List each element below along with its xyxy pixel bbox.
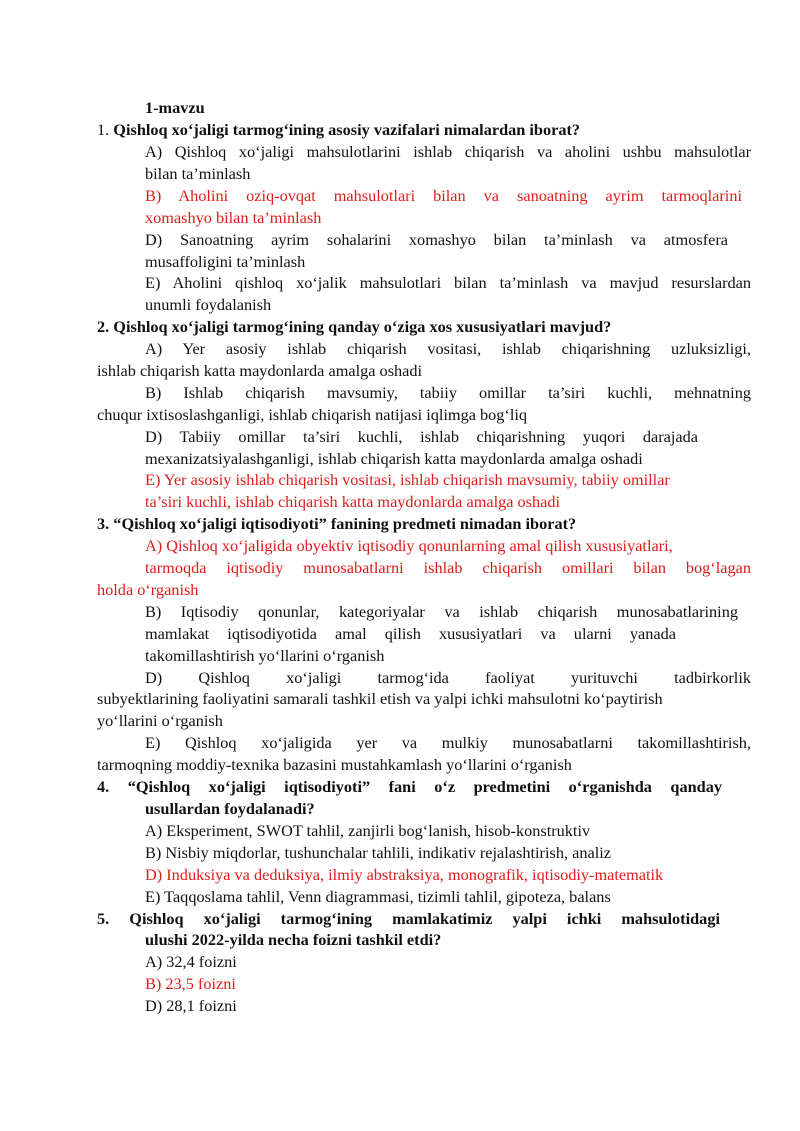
question-4: [97, 776, 722, 798]
q1-answer-b-line2: xomashyo bilan ta’minlash: [145, 208, 322, 227]
q2-answer-b-line1: B) Ishlab chiqarish mavsumiy, tabiiy omillar ta’siri kuchli, mehnatning: [145, 383, 751, 402]
q1-answer-e-line1: E) Aholini qishloq xo‘jalik mahsulotlari bilan ta’minlash va mavjud resurslardan: [145, 273, 751, 292]
q5-answer-b: B) 23,5 foizni: [145, 974, 236, 993]
question-number: 4.: [97, 777, 110, 796]
question-number: 2.: [97, 317, 110, 336]
q3-answer-a-line3: holda o‘rganish: [97, 580, 199, 599]
question-number: 3.: [97, 514, 110, 533]
q3-answer-b-line1: B) Iqtisodiy qonunlar, kategoriyalar va ishlab chiqarish munosabatlarining: [145, 602, 738, 621]
question-text: “Qishloq xo‘jaligi iqtisodiyoti” fanining predmeti nimadan iborat?: [113, 514, 577, 533]
question-3: [97, 513, 576, 535]
q1-answer-e-line2: unumli foydalanish: [145, 295, 272, 314]
topic-heading: 1-mavzu: [145, 98, 205, 117]
q1-answer-a-line1: A) Qishloq xo‘jaligi mahsulotlarini ishlab chiqarish va aholini ushbu mahsulotlar: [145, 142, 751, 161]
q3-answer-e-line2: tarmoqning moddiy-texnika bazasini mustahkamlash yo‘llarini o‘rganish: [97, 755, 572, 774]
question-number: 1.: [97, 120, 110, 139]
question-5-line2: ulushi 2022-yilda necha foizni tashkil etdi?: [145, 930, 442, 949]
question-5: [97, 908, 720, 930]
question-number: 5.: [97, 909, 110, 928]
q2-answer-a-line2: ishlab chiqarish katta maydonlarda amalga oshadi: [97, 361, 423, 380]
question-text: Qishloq xo‘jaligi tarmog‘ining qanday o‘ziga xos xususiyatlari mavjud?: [113, 317, 612, 336]
q2-answer-d-line1: D) Tabiiy omillar ta’siri kuchli, ishlab chiqarishning yuqori darajada: [145, 427, 698, 446]
q5-answer-d: D) 28,1 foizni: [145, 996, 237, 1015]
q2-answer-e-line1: E) Yer asosiy ishlab chiqarish vositasi, ishlab chiqarish mavsumiy, tabiiy omillar: [145, 470, 670, 489]
question-1: [97, 119, 580, 141]
q3-answer-d-line2: subyektlarining faoliyatini samarali tashkil etish va yalpi ichki mahsulotni ko‘paytirish: [97, 689, 663, 708]
question-text: Qishloq xo‘jaligi tarmog‘ining mamlakatimiz yalpi ichki mahsulotidagi: [129, 909, 720, 928]
q2-answer-a-line1: A) Yer asosiy ishlab chiqarish vositasi, ishlab chiqarishning uzluksizligi,: [145, 339, 751, 358]
question-text: “Qishloq xo‘jaligi iqtisodiyoti” fani o‘z predmetini o‘rganishda qanday: [127, 777, 722, 796]
question-4-line2: usullardan foydalanadi?: [145, 799, 315, 818]
q1-answer-b-line1: B) Aholini oziq-ovqat mahsulotlari bilan va sanoatning ayrim tarmoqlarini: [145, 186, 742, 205]
q1-answer-a-line2: bilan ta’minlash: [145, 164, 251, 183]
q3-answer-d-line1: D) Qishloq xo‘jaligi tarmog‘ida faoliyat yurituvchi tadbirkorlik: [145, 668, 751, 687]
q1-answer-d-line1: D) Sanoatning ayrim sohalarini xomashyo bilan ta’minlash va atmosfera: [145, 230, 728, 249]
q2-answer-b-line2: chuqur ixtisoslashganligi, ishlab chiqarish natijasi iqlimga bog‘liq: [97, 405, 528, 424]
q4-answer-a: A) Eksperiment, SWOT tahlil, zanjirli bog‘lanish, hisob-konstruktiv: [145, 821, 591, 840]
q3-answer-b-line3: takomillashtirish yo‘llarini o‘rganish: [145, 646, 385, 665]
q3-answer-b-line2: mamlakat iqtisodiyotida amal qilish xususiyatlari va ularni yanada: [145, 624, 676, 643]
q3-answer-a-line2: tarmoqda iqtisodiy munosabatlarni ishlab chiqarish omillari bilan bog‘lagan: [145, 558, 751, 577]
q5-answer-a: A) 32,4 foizni: [145, 952, 237, 971]
q4-answer-d: D) Induksiya va deduksiya, ilmiy abstraksiya, monografik, iqtisodiy-matematik: [145, 865, 664, 884]
q4-answer-b: B) Nisbiy miqdorlar, tushunchalar tahlili, indikativ rejalashtirish, analiz: [145, 843, 611, 862]
q3-answer-d-line3: yo‘llarini o‘rganish: [97, 711, 223, 730]
q3-answer-e-line1: E) Qishloq xo‘jaligida yer va mulkiy munosabatlarni takomillashtirish,: [145, 733, 751, 752]
q4-answer-e: E) Taqqoslama tahlil, Venn diagrammasi, tizimli tahlil, gipoteza, balans: [145, 887, 611, 906]
q2-answer-d-line2: mexanizatsiyalashganligi, ishlab chiqarish katta maydonlarda amalga oshadi: [145, 449, 643, 468]
question-2: [97, 316, 611, 338]
q1-answer-d-line2: musaffoligini ta’minlash: [145, 252, 306, 271]
question-text: Qishloq xo‘jaligi tarmog‘ining asosiy vazifalari nimalardan iborat?: [113, 120, 581, 139]
q2-answer-e-line2: ta’siri kuchli, ishlab chiqarish katta maydonlarda amalga oshadi: [145, 492, 561, 511]
q3-answer-a-line1: A) Qishloq xo‘jaligida obyektiv iqtisodiy qonunlarning amal qilish xususiyatlari,: [145, 536, 673, 555]
